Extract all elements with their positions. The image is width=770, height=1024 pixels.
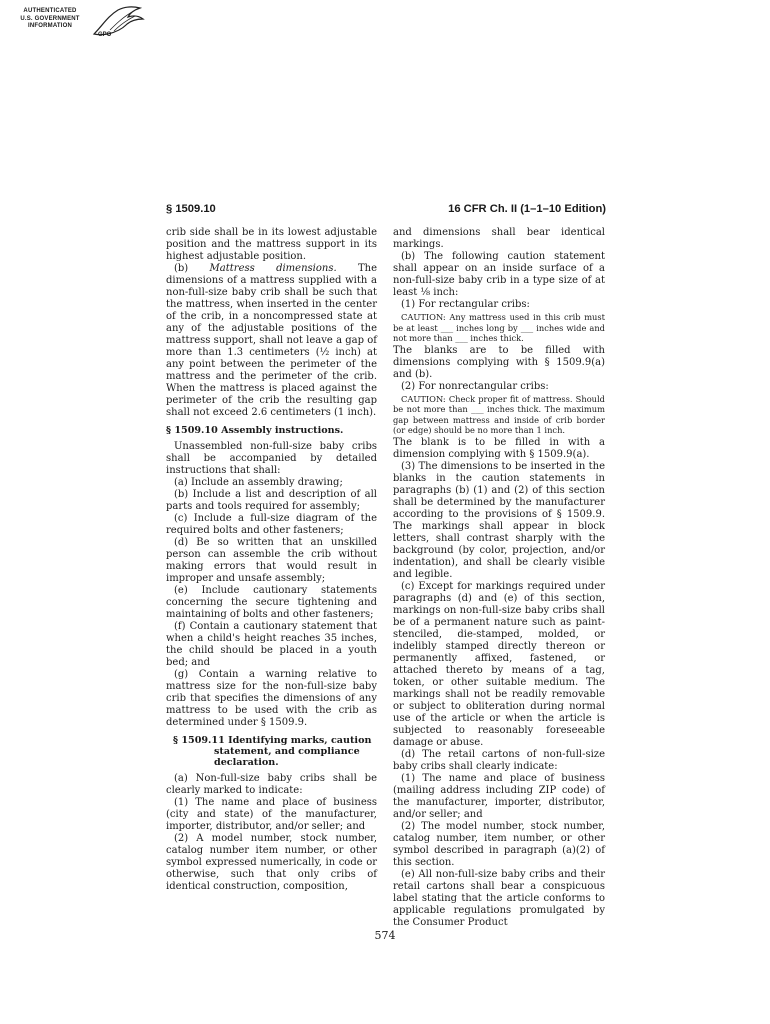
list-item: (2) A model number, stock number, catalog number item number, or other symbol expressed numerically, in code or otherwise, such that only cribs of identical construction, composition, <box>166 833 377 892</box>
paragraph: The blank is to be filled in with a dimension complying with § 1509.9(a). <box>393 436 605 460</box>
paragraph-body: The dimensions of a mattress supplied with a non-full-size baby crib shall be such that the mattress, when inserted in the center of the crib, in a noncompressed state at any of the adjustable positions of the mattress support, shall not leave a gap of more than 1.3 centimeters (½ inch) at any point between the perimeter of the mattress and the perimeter of the crib. When the mattress is placed against the perimeter of the crib the resulting gap shall not exceed 2.6 centimeters (1 inch). <box>166 263 377 418</box>
left-column <box>166 227 377 893</box>
paragraph: The blanks are to be filled with dimensions complying with § 1509.9(a) and (b). <box>393 344 605 380</box>
list-item: (e) Include cautionary statements concerning the secure tightening and maintaining of bolts and other fasteners; <box>166 585 377 620</box>
list-item: (g) Contain a warning relative to mattress size for the non-full-size baby crib that specifies the dimensions of any mattress to be used with the crib as determined under § 1509.9. <box>166 669 377 728</box>
paragraph: (b) The following caution statement shall appear on an inside surface of a non-full-size baby crib in a type size of at least ⅛ inch: <box>393 251 605 298</box>
list-item: (a) Include an assembly drawing; <box>174 477 343 488</box>
list-item: (1) For rectangular cribs: <box>401 299 530 310</box>
caution-statement-rectangular: CAUTION: Any mattress used in this crib must be at least ___ inches long by ___ inches wide and not more than ___ inches thick. <box>393 312 605 343</box>
list-item: (c) Include a full-size diagram of the required bolts and other fasteners; <box>166 513 377 536</box>
list-item: (e) All non-full-size baby cribs and their retail cartons shall bear a conspicuous label stating that the article conforms to applicable regulations promulgated by the Consumer Product <box>393 868 605 928</box>
list-item: (b) Include a list and description of all parts and tools required for assembly; <box>166 489 377 512</box>
page-number: 574 <box>374 929 396 942</box>
seal-line-2: U.S. GOVERNMENT <box>20 15 80 22</box>
list-item: (c) Except for markings required under paragraphs (d) and (e) of this section, markings on non-full-size baby cribs shall be of a permanent nature such as paint-stenciled, die-stamped, molded, or indelibly stamped directly thereon or permanently affixed, fastened, or attached thereto by means of a tag, token, or other suitable medium. The markings shall not be readily removable or subject to obliteration during normal use of the article or when the article is subjected to reasonably foreseeable damage or abuse. <box>393 580 605 748</box>
paragraph: (a) Non-full-size baby cribs shall be clearly marked to indicate: <box>166 773 377 796</box>
section-number: § 1509.10 <box>166 203 216 215</box>
gpo-authentication-seal <box>6 4 146 50</box>
paragraph: crib side shall be in its lowest adjustable position and the mattress support in its highest adjustable position. <box>166 227 377 262</box>
seal-line-1: AUTHENTICATED <box>23 8 77 14</box>
list-item: (3) The dimensions to be inserted in the blanks in the caution statements in paragraphs (b) (1) and (2) of this section shall be determined by the manufacturer according to the provisions of § 1509.9. The markings shall appear in block letters, shall contrast sharply with the background (by color, projection, and/or indentation), and shall be clearly visible and legible. <box>393 460 605 580</box>
list-item: (1) The name and place of business (mailing address including ZIP code) of the manufacturer, importer, distributor, and/or seller; and <box>393 772 605 820</box>
list-item: (2) For nonrectangular cribs: <box>401 380 549 392</box>
seal-line-3: INFORMATION <box>27 23 73 29</box>
running-head <box>166 203 606 219</box>
paragraph-label: (b) <box>174 263 210 274</box>
list-item: (2) The model number, stock number, catalog number, item number, or other symbol described in paragraph (a)(2) of this section. <box>393 820 605 868</box>
paragraph: and dimensions shall bear identical markings. <box>393 227 605 250</box>
caution-statement-nonrectangular: CAUTION: Check proper fit of mattress. Should be not more than ___ inches thick. The maximum gap between mattress and inside of crib border (or edge) should be no more than 1 inch. <box>393 393 605 435</box>
list-item: (d) The retail cartons of non-full-size baby cribs shall clearly indicate: <box>393 748 605 772</box>
section-heading-1509-10: § 1509.10 Assembly instructions. <box>166 425 344 436</box>
list-item: (f) Contain a cautionary statement that when a child's height reaches 35 inches, the child should be placed in a youth bed; and <box>166 621 377 668</box>
paragraph-mattress-dimensions <box>166 263 377 419</box>
list-item: (d) Be so written that an unskilled person can assemble the crib without making errors that would result in improper and unsafe assembly; <box>166 537 377 584</box>
section-heading-1509-11: § 1509.11 Identifying marks, caution statement, and compliance declaration. <box>173 735 372 768</box>
list-item: (1) The name and place of business (city and state) of the manufacturer, importer, distributor, and/or seller; and <box>166 797 377 832</box>
seal-gpo-mark: GPO <box>98 32 112 38</box>
paragraph: Unassembled non-full-size baby cribs shall be accompanied by detailed instructions that shall: <box>166 441 377 476</box>
paragraph-heading: Mattress dimensions. <box>209 263 337 274</box>
eagle-icon <box>88 4 146 38</box>
right-column <box>393 227 605 929</box>
edition-label: 16 CFR Ch. II (1–1–10 Edition) <box>448 203 606 215</box>
seal-text <box>8 8 92 31</box>
